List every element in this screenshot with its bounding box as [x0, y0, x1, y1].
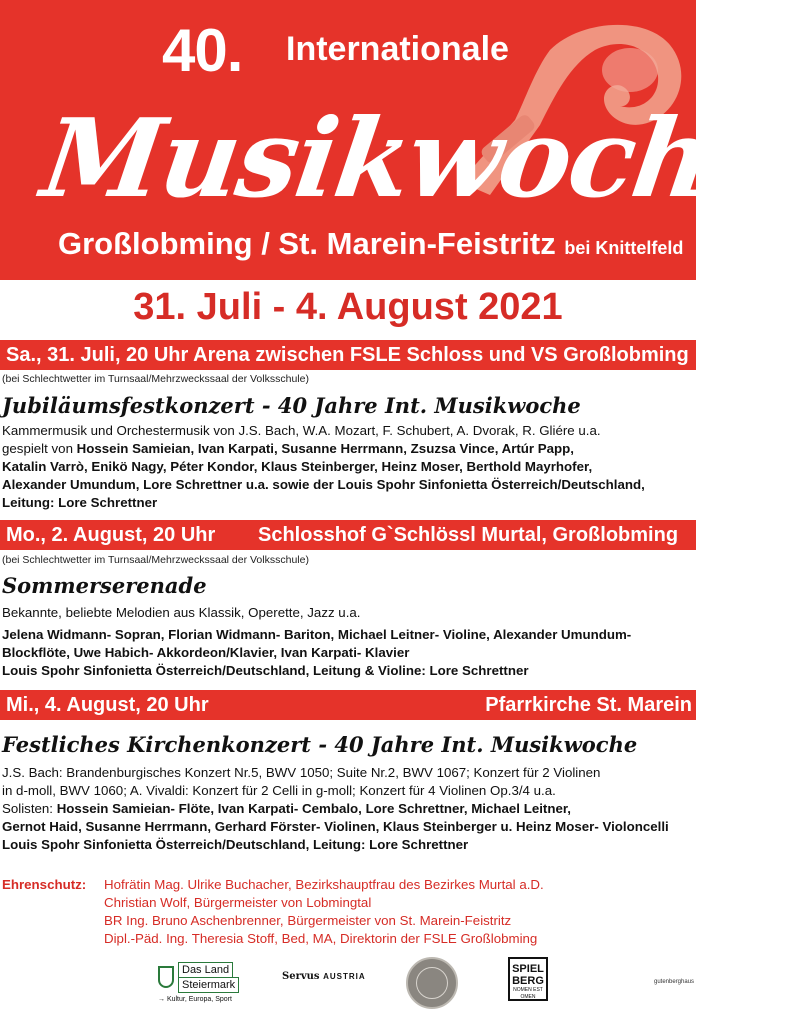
patronage-label: Ehrenschutz: — [2, 877, 87, 892]
event-3-venue: Pfarrkirche St. Marein — [485, 694, 692, 716]
event-2-performers-line: Louis Spohr Sinfonietta Österreich/Deutschland, Leitung & Violine: Lore Schrettner — [2, 663, 529, 678]
event-3-details — [2, 764, 698, 854]
main-title: Musikwoche — [35, 96, 786, 222]
gschloessl-murtal-logo — [406, 957, 458, 1009]
event-3-soloists-line: Solisten: Hossein Samieian- Flöte, Ivan Karpati- Cembalo, Lore Schrettner, Michael Leitner, — [2, 801, 571, 816]
event-1-daytime: Sa., 31. Juli, 20 Uhr Arena zwischen FSLE Schloss und VS Großlobming — [6, 344, 689, 366]
hero-banner — [0, 0, 786, 280]
event-2-title: Sommerserenade — [2, 573, 207, 598]
gutenberghaus-logo: gutenberghaus — [654, 979, 695, 985]
coat-of-arms-icon — [158, 966, 174, 988]
patron: Hofrätin Mag. Ulrike Buchacher, Bezirkshauptfrau des Bezirkes Murtal a.D. — [104, 877, 544, 892]
event-3-title: Festliches Kirchenkonzert - 40 Jahre Int. Musikwoche — [2, 732, 638, 757]
event-3-program: J.S. Bach: Brandenburgisches Konzert Nr.5, BWV 1050; Suite Nr.2, BWV 1067; Konzert für 2 Violinen — [2, 765, 601, 780]
event-2-performers-line: Jelena Widmann- Sopran, Florian Widmann- Bariton, Michael Leitner- Violine, Alexander Umundum- — [2, 627, 632, 642]
patron: Christian Wolf, Bürgermeister von Lobmingtal — [104, 895, 372, 910]
event-1-program: Kammermusik und Orchestermusik von J.S. Bach, W.A. Mozart, F. Schubert, A. Dvorak, R. Gliére u.a. — [2, 423, 601, 438]
patron: Dipl.-Päd. Ing. Theresia Stoff, Bed, MA, Direktorin der FSLE Großlobming — [104, 931, 538, 946]
steiermark-logo: Das Land Steiermark → Kultur, Europa, Sport — [158, 960, 238, 1010]
event-2-performers-line: Blockflöte, Uwe Habich- Akkordeon/Klavier, Ivan Karpati- Klavier — [2, 645, 410, 660]
event-1-note: (bei Schlechtwetter im Turnsaal/Mehrzweckssaal der Volksschule) — [2, 373, 309, 385]
event-1-title: Jubiläumsfestkonzert - 40 Jahre Int. Musikwoche — [2, 393, 581, 418]
event-3-header — [0, 690, 696, 720]
event-1-header — [0, 340, 696, 370]
sponsor-logos — [0, 955, 716, 1015]
event-1-details — [2, 422, 698, 512]
event-1-performers-line: Alexander Umundum, Lore Schrettner u.a. sowie der Louis Spohr Sinfonietta Österreich/Deutschland, — [2, 477, 645, 492]
event-3-soloists-line: Louis Spohr Sinfonietta Österreich/Deutschland, Leitung: Lore Schrettner — [2, 837, 469, 852]
location: Großlobming / St. Marein-Feistritz bei Knittelfeld — [58, 226, 684, 261]
event-2-daytime: Mo., 2. August, 20 Uhr — [6, 524, 216, 546]
edition-number: 40. — [162, 17, 243, 84]
event-2-note: (bei Schlechtwetter im Turnsaal/Mehrzweckssaal der Volksschule) — [2, 554, 309, 566]
servus-austria-logo: Servus AUSTRIA — [282, 971, 366, 982]
event-2-details — [2, 604, 698, 680]
event-2-venue: Schlosshof G`Schlössl Murtal, Großlobming — [258, 524, 679, 546]
subtitle: Internationale — [286, 30, 509, 68]
event-1-performers-line: Katalin Varrò, Enikö Nagy, Péter Kondor, Klaus Steinberger, Heinz Moser, Berthold Mayrhofer, — [2, 459, 593, 474]
event-1-performers-line: Leitung: Lore Schrettner — [2, 495, 158, 510]
event-3-soloists-line: Gernot Haid, Susanne Herrmann, Gerhard Förster- Violinen, Klaus Steinberger u. Heinz Moser- Violoncelli — [2, 819, 669, 834]
event-2-program: Bekannte, beliebte Melodien aus Klassik, Operette, Jazz u.a. — [2, 605, 361, 620]
event-3-daytime: Mi., 4. August, 20 Uhr — [6, 694, 209, 716]
event-2-header — [0, 520, 696, 550]
festival-dates: 31. Juli - 4. August 2021 — [133, 286, 563, 328]
spielberg-logo: SPIEL BERG NOMEN EST OMEN — [508, 957, 548, 1001]
event-1-performers-line: gespielt von Hossein Samieian, Ivan Karpati, Susanne Herrmann, Zsuzsa Vince, Artúr Papp, — [2, 441, 574, 456]
location-suffix: bei Knittelfeld — [564, 238, 684, 258]
patron: BR Ing. Bruno Aschenbrenner, Bürgermeister von St. Marein-Feistritz — [104, 913, 512, 928]
event-3-program: in d-moll, BWV 1060; A. Vivaldi: Konzert für 2 Celli in g-moll; Konzert für 4 Violinen Op.3/4 u.a. — [2, 783, 556, 798]
